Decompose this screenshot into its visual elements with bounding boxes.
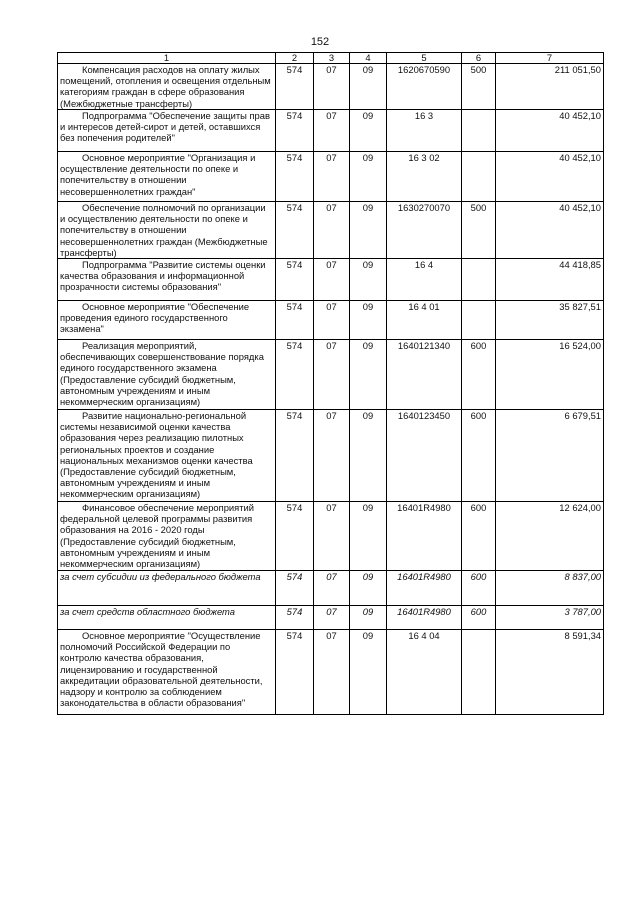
- cell-text: 16 3 02: [408, 152, 440, 163]
- row-subsection-cell: [350, 410, 387, 502]
- cell-text: 07: [326, 571, 337, 583]
- row-expense-type-cell: [462, 571, 496, 606]
- row-subsection-cell: [350, 259, 387, 301]
- row-expense-type-cell: [462, 340, 496, 410]
- row-subsection-cell: [350, 502, 387, 571]
- cell-text: 574: [286, 110, 303, 121]
- cell-text: 600: [470, 340, 487, 352]
- row-name-cell: [58, 571, 276, 606]
- cell-text: 09: [362, 502, 374, 514]
- budget-table: [57, 52, 604, 715]
- row-amount-cell: [496, 502, 604, 571]
- row-subsection-cell: [350, 630, 387, 715]
- row-code-cell: [276, 64, 314, 110]
- cell-text: 16 524,00: [559, 340, 601, 352]
- cell-text: 600: [470, 606, 487, 618]
- row-code-cell: [276, 152, 314, 202]
- cell-text: 07: [326, 502, 337, 514]
- table-row: [58, 64, 604, 110]
- cell-text: 09: [362, 410, 374, 422]
- cell-text: 40 452,10: [559, 152, 601, 163]
- row-expense-type-cell: [462, 202, 496, 259]
- row-amount-cell: [496, 410, 604, 502]
- cell-text: 574: [286, 152, 303, 163]
- cell-text: Основное мероприятие "Осуществление полномочий Российской Федерации по контролю качества образования, лицензированию и государственной аккредитации образовательной деятельности, надзору и контролю за соблюдением законодательства в области образования": [60, 630, 263, 709]
- row-section-cell: [314, 630, 350, 715]
- cell-text: 16 4: [414, 259, 434, 271]
- table-row: [58, 606, 604, 630]
- row-target-cell: [387, 259, 462, 301]
- row-expense-type-cell: [462, 606, 496, 630]
- row-amount-cell: [496, 606, 604, 630]
- cell-text: 09: [362, 259, 374, 271]
- table-row: [58, 152, 604, 202]
- row-code-cell: [276, 606, 314, 630]
- row-section-cell: [314, 410, 350, 502]
- row-expense-type-cell: [462, 502, 496, 571]
- row-name-cell: [58, 259, 276, 301]
- column-header: 2: [276, 53, 314, 64]
- cell-text: Основное мероприятие "Обеспечение проведения единого государственного экзамена": [60, 301, 250, 335]
- row-code-cell: [276, 110, 314, 152]
- row-amount-cell: [496, 571, 604, 606]
- cell-text: 16 4 04: [408, 630, 440, 642]
- row-subsection-cell: [350, 202, 387, 259]
- row-section-cell: [314, 606, 350, 630]
- cell-text: 07: [326, 606, 337, 618]
- cell-text: 07: [326, 110, 337, 121]
- cell-text: 574: [286, 259, 303, 271]
- cell-text: 07: [326, 259, 337, 271]
- row-target-cell: [387, 410, 462, 502]
- cell-text: 09: [362, 301, 374, 313]
- row-expense-type-cell: [462, 410, 496, 502]
- cell-text: 1640121340: [397, 340, 451, 352]
- cell-text: 07: [326, 340, 337, 352]
- cell-text: 07: [326, 64, 337, 75]
- row-code-cell: [276, 410, 314, 502]
- header-row: [58, 53, 604, 64]
- cell-text: 09: [362, 64, 374, 75]
- row-section-cell: [314, 502, 350, 571]
- cell-text: 3 787,00: [564, 606, 601, 618]
- table-row: [58, 571, 604, 606]
- cell-text: 600: [470, 502, 487, 514]
- cell-text: 600: [470, 571, 487, 583]
- row-target-cell: [387, 301, 462, 340]
- cell-text: 574: [286, 410, 303, 422]
- row-target-cell: [387, 606, 462, 630]
- row-name-cell: [58, 502, 276, 571]
- row-target-cell: [387, 64, 462, 110]
- cell-text: 09: [362, 606, 374, 618]
- cell-text: 07: [326, 301, 337, 313]
- row-code-cell: [276, 571, 314, 606]
- row-amount-cell: [496, 340, 604, 410]
- cell-text: 211 051,50: [554, 64, 601, 75]
- row-amount-cell: [496, 630, 604, 715]
- table-row: [58, 502, 604, 571]
- row-section-cell: [314, 259, 350, 301]
- row-amount-cell: [496, 152, 604, 202]
- column-header: 1: [58, 53, 276, 64]
- cell-text: 8 837,00: [564, 571, 601, 583]
- row-expense-type-cell: [462, 630, 496, 715]
- cell-text: 574: [286, 502, 303, 514]
- row-name-cell: [58, 152, 276, 202]
- row-name-cell: [58, 110, 276, 152]
- row-section-cell: [314, 301, 350, 340]
- row-amount-cell: [496, 259, 604, 301]
- row-expense-type-cell: [462, 110, 496, 152]
- cell-text: 12 624,00: [559, 502, 601, 514]
- row-section-cell: [314, 110, 350, 152]
- row-code-cell: [276, 202, 314, 259]
- column-header: 7: [496, 53, 604, 64]
- column-header: 4: [350, 53, 387, 64]
- row-name-cell: [58, 340, 276, 410]
- row-expense-type-cell: [462, 259, 496, 301]
- row-subsection-cell: [350, 301, 387, 340]
- row-code-cell: [276, 630, 314, 715]
- cell-text: 09: [362, 110, 374, 121]
- cell-text: 574: [286, 64, 303, 75]
- cell-text: 500: [470, 64, 487, 75]
- cell-text: 574: [286, 630, 303, 642]
- cell-text: 09: [362, 202, 374, 213]
- cell-text: 600: [470, 410, 487, 422]
- row-section-cell: [314, 571, 350, 606]
- row-subsection-cell: [350, 571, 387, 606]
- row-name-cell: [58, 410, 276, 502]
- row-code-cell: [276, 259, 314, 301]
- cell-text: 35 827,51: [559, 301, 601, 313]
- cell-text: 07: [326, 202, 337, 213]
- cell-text: 1640123450: [397, 410, 451, 422]
- row-section-cell: [314, 202, 350, 259]
- cell-text: 07: [326, 152, 337, 163]
- cell-text: Подпрограмма "Обеспечение защиты прав и интересов детей-сирот и детей, оставшихся без попечения родителей": [60, 110, 270, 144]
- table-row: [58, 202, 604, 259]
- row-expense-type-cell: [462, 301, 496, 340]
- cell-text: Компенсация расходов на оплату жилых помещений, отопления и освещения отдельным категориям граждан в сфере образования (Межбюджетные трансферты): [60, 64, 271, 109]
- row-amount-cell: [496, 64, 604, 110]
- cell-text: 40 452,10: [559, 202, 601, 213]
- cell-text: Подпрограмма "Развитие системы оценки качества образования и информационной прозрачности системы образования": [60, 259, 266, 293]
- cell-text: 16401R4980: [397, 571, 451, 583]
- cell-text: за счет средств областного бюджета: [60, 606, 235, 618]
- cell-text: за счет субсидии из федерального бюджета: [60, 571, 261, 583]
- cell-text: 09: [362, 630, 374, 642]
- cell-text: 16401R4980: [397, 502, 451, 514]
- table-row: [58, 110, 604, 152]
- row-subsection-cell: [350, 606, 387, 630]
- row-target-cell: [387, 502, 462, 571]
- row-target-cell: [387, 630, 462, 715]
- table-row: [58, 340, 604, 410]
- cell-text: 16 4 01: [408, 301, 440, 313]
- row-amount-cell: [496, 202, 604, 259]
- row-amount-cell: [496, 301, 604, 340]
- row-target-cell: [387, 571, 462, 606]
- cell-text: 574: [286, 301, 303, 313]
- column-header: 6: [462, 53, 496, 64]
- cell-text: 44 418,85: [559, 259, 601, 271]
- cell-text: 16 3: [414, 110, 434, 121]
- cell-text: 07: [326, 410, 337, 422]
- cell-text: 09: [362, 152, 374, 163]
- cell-text: 8 591,34: [564, 630, 601, 642]
- cell-text: 574: [286, 571, 303, 583]
- table-row: [58, 301, 604, 340]
- cell-text: 574: [286, 606, 303, 618]
- row-target-cell: [387, 340, 462, 410]
- cell-text: 40 452,10: [559, 110, 601, 121]
- cell-text: 09: [362, 571, 374, 583]
- cell-text: 16401R4980: [397, 606, 451, 618]
- cell-text: 1630270070: [397, 202, 451, 213]
- row-name-cell: [58, 64, 276, 110]
- row-expense-type-cell: [462, 152, 496, 202]
- cell-text: 09: [362, 340, 374, 352]
- row-target-cell: [387, 110, 462, 152]
- row-subsection-cell: [350, 64, 387, 110]
- cell-text: Обеспечение полномочий по организации и осуществлению деятельности по опеке и попечительству в отношении несовершеннолетних граждан (Межбюджетные трансферты): [60, 202, 268, 258]
- row-subsection-cell: [350, 340, 387, 410]
- row-section-cell: [314, 340, 350, 410]
- row-code-cell: [276, 502, 314, 571]
- cell-text: Реализация мероприятий, обеспечивающих совершенствование порядка единого государственного экзамена (Предоставление субсидий бюджетным, автономным учреждениям и иным некоммерческим организациям): [60, 340, 264, 408]
- row-target-cell: [387, 152, 462, 202]
- row-subsection-cell: [350, 152, 387, 202]
- column-header: 3: [314, 53, 350, 64]
- table-row: [58, 630, 604, 715]
- row-name-cell: [58, 630, 276, 715]
- cell-text: 574: [286, 340, 303, 352]
- table-row: [58, 259, 604, 301]
- row-section-cell: [314, 64, 350, 110]
- row-amount-cell: [496, 110, 604, 152]
- row-name-cell: [58, 606, 276, 630]
- row-subsection-cell: [350, 110, 387, 152]
- table-row: [58, 410, 604, 502]
- column-header: 5: [387, 53, 462, 64]
- row-code-cell: [276, 301, 314, 340]
- cell-text: Финансовое обеспечение мероприятий федеральной целевой программы развития образования на 2016 - 2020 годы (Предоставление субсидий бюджетным, автономным учреждениям и иным некоммерческим организациям): [60, 502, 254, 570]
- cell-text: 07: [326, 630, 337, 642]
- page-number: 152: [310, 36, 330, 48]
- cell-text: 574: [286, 202, 303, 213]
- cell-text: Основное мероприятие "Организация и осуществление деятельности по опеке и попечительству в отношении несовершеннолетних граждан": [60, 152, 256, 197]
- row-name-cell: [58, 202, 276, 259]
- cell-text: 500: [470, 202, 487, 213]
- cell-text: Развитие национально-региональной системы независимой оценки качества образования через реализацию пилотных региональных проектов и создание национальных механизмов оценки качества (Предоставление субсидий бюджетным, автономным учреждениям и иным некоммерческим организациям): [60, 410, 253, 500]
- row-section-cell: [314, 152, 350, 202]
- row-target-cell: [387, 202, 462, 259]
- row-name-cell: [58, 301, 276, 340]
- row-expense-type-cell: [462, 64, 496, 110]
- cell-text: 6 679,51: [564, 410, 601, 422]
- row-code-cell: [276, 340, 314, 410]
- cell-text: 1620670590: [397, 64, 451, 75]
